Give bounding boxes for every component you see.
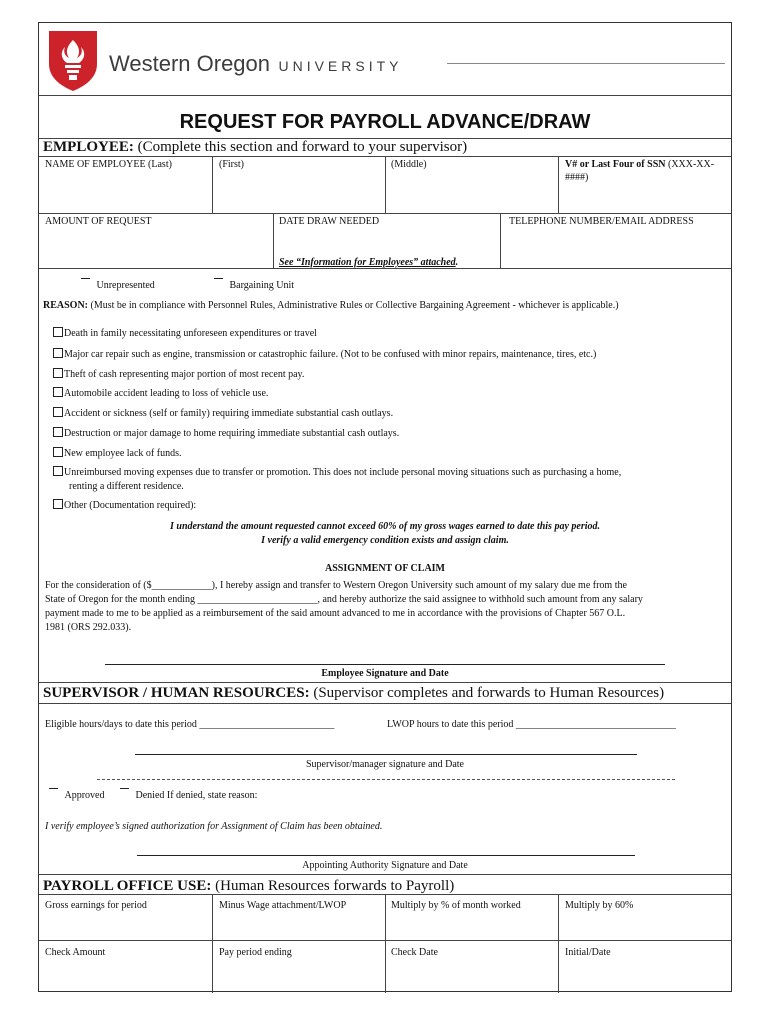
divider (39, 940, 731, 941)
vnum-field[interactable] (565, 158, 725, 184)
understand-statement-1: I understand the amount requested cannot exceed 60% of my gross wages earned to date this pay period. (170, 521, 600, 532)
bargaining-option[interactable] (214, 278, 294, 292)
logo-wordmark (109, 51, 402, 77)
reason-checkbox[interactable] (53, 407, 63, 417)
reason-label: Destruction or major damage to home requiring immediate substantial cash outlays. (64, 428, 400, 439)
reason-checkbox[interactable] (53, 447, 63, 457)
phone-email-field[interactable]: TELEPHONE NUMBER/EMAIL ADDRESS (509, 216, 694, 227)
supervisor-title-bold: SUPERVISOR / HUMAN RESOURCES: (43, 685, 310, 701)
unrepresented-label: Unrepresented (96, 280, 155, 291)
col-divider (558, 156, 559, 213)
supervisor-section-title (43, 685, 664, 702)
form-title: REQUEST FOR PAYROLL ADVANCE/DRAW (179, 111, 591, 133)
reason-checkbox[interactable] (53, 327, 63, 337)
reason-label: Death in family necessitating unforeseen expenditures or travel (64, 328, 317, 339)
reason-text: (Must be in compliance with Personnel Rules, Administrative Rules or Collective Bargaining Agreement - whichever is applicable.) (88, 300, 619, 311)
verify-statement: I verify employee’s signed authorization for Assignment of Claim has been obtained. (45, 821, 383, 832)
appointing-signature-label: Appointing Authority Signature and Date (302, 860, 468, 871)
dashed-separator (97, 779, 675, 780)
name-first-field[interactable]: (First) (219, 159, 244, 170)
amount-field[interactable]: AMOUNT OF REQUEST (45, 216, 152, 227)
reason-item[interactable] (53, 447, 723, 460)
see-info-text: See “Information for Employees” attached (279, 257, 456, 268)
payroll-section-title (43, 878, 454, 895)
name-middle-field[interactable]: (Middle) (391, 159, 427, 170)
eligible-hours-field[interactable]: Eligible hours/days to date this period ___________________________ (45, 719, 335, 730)
assignment-title: ASSIGNMENT OF CLAIM (324, 563, 445, 574)
reason-label: New employee lack of funds. (64, 448, 182, 459)
denied-option[interactable] (120, 788, 257, 802)
reason-label: Automobile accident leading to loss of vehicle use. (64, 388, 269, 399)
appointing-signature-line[interactable] (137, 855, 635, 856)
vnum-label-rest: (XXX-XX-####) (565, 159, 715, 183)
reason-checkbox[interactable] (53, 427, 63, 437)
approved-blank[interactable] (49, 788, 58, 789)
logo-name: Western Oregon (109, 51, 271, 76)
reason-label: Theft of cash representing major portion of most recent pay. (64, 369, 305, 380)
assignment-line-2: State of Oregon for the month ending ________________________, and hereby authorize the said assignee to withhold such amount from any salary (45, 594, 643, 605)
reason-bold: REASON: (43, 300, 89, 311)
bargaining-label: Bargaining Unit (229, 280, 295, 291)
reason-checkbox[interactable] (53, 387, 63, 397)
name-last-field[interactable]: NAME OF EMPLOYEE (Last) (45, 159, 172, 170)
reason-item[interactable] (53, 499, 723, 512)
check-amount-field[interactable]: Check Amount (45, 947, 106, 958)
reason-label: Accident or sickness (self or family) requiring immediate substantial cash outlays. (64, 408, 394, 419)
col-divider (212, 156, 213, 213)
pay-period-ending-field[interactable]: Pay period ending (219, 947, 292, 958)
date-draw-field[interactable]: DATE DRAW NEEDED (279, 216, 380, 227)
reason-label: Major car repair such as engine, transmission or catastrophic failure. (Not to be confused with minor repairs, maintenance, tires, etc.) (64, 349, 597, 360)
logo-university-word: UNIVERSITY (278, 58, 403, 74)
see-info-period: . (455, 257, 459, 268)
reason-item[interactable] (53, 348, 723, 361)
header-rule (447, 63, 725, 64)
col-divider (273, 213, 274, 268)
reason-checkbox[interactable] (53, 499, 63, 509)
divider (39, 213, 731, 214)
reason-item[interactable] (53, 327, 723, 340)
col-divider (558, 894, 559, 993)
approved-option[interactable] (49, 788, 105, 802)
torch-shield-icon (45, 28, 101, 92)
multiply-60-field[interactable]: Multiply by 60% (565, 900, 634, 911)
supervisor-signature-line[interactable] (135, 754, 637, 755)
denied-label: Denied If denied, state reason: (135, 790, 258, 801)
reason-item[interactable] (53, 368, 723, 381)
employee-title-note: (Complete this section and forward to your supervisor) (137, 139, 468, 155)
employee-section-title (43, 139, 467, 156)
approved-label: Approved (64, 790, 105, 801)
employee-signature-line[interactable] (105, 664, 665, 665)
reason-checkbox[interactable] (53, 368, 63, 378)
col-divider (212, 894, 213, 993)
assignment-line-4: 1981 (ORS 292.033). (45, 622, 132, 633)
vnum-label-bold: V# or Last Four of SSN (565, 159, 666, 170)
form-page (38, 22, 732, 992)
divider (39, 703, 731, 704)
reason-item-continued: renting a different residence. (69, 481, 184, 492)
col-divider (385, 156, 386, 213)
reason-heading (43, 299, 619, 312)
initial-date-field[interactable]: Initial/Date (565, 947, 611, 958)
gross-earnings-field[interactable]: Gross earnings for period (45, 900, 147, 911)
employee-title-bold: EMPLOYEE: (43, 139, 134, 155)
reason-label: Unreimbursed moving expenses due to transfer or promotion. This does not include personal moving situations such as purchasing a home, (64, 467, 622, 478)
payroll-title-bold: PAYROLL OFFICE USE: (43, 878, 212, 894)
lwop-hours-field[interactable]: LWOP hours to date this period ________________________________ (387, 719, 676, 730)
divider (39, 268, 731, 269)
col-divider (500, 213, 501, 268)
assignment-line-1: For the consideration of ($____________), I hereby assign and transfer to Western Oregon University such amount of my salary due me from the (45, 580, 627, 591)
reason-checkbox[interactable] (53, 348, 63, 358)
wage-attachment-field[interactable]: Minus Wage attachment/LWOP (219, 900, 347, 911)
unrepresented-option[interactable] (81, 278, 155, 292)
denied-blank[interactable] (120, 788, 129, 789)
reason-item[interactable] (53, 427, 723, 440)
assignment-line-3: payment made to me to be applied as a reimbursement of the said amount advanced to me in accordance with the provisions of Chapter 567 O.L. (45, 608, 626, 619)
divider (39, 682, 731, 683)
check-date-field[interactable]: Check Date (391, 947, 438, 958)
percent-month-field[interactable]: Multiply by % of month worked (391, 900, 521, 911)
reason-item[interactable] (53, 407, 723, 420)
payroll-title-note: (Human Resources forwards to Payroll) (211, 878, 455, 894)
unrepresented-blank[interactable] (81, 278, 90, 279)
col-divider (385, 894, 386, 993)
divider (39, 874, 731, 875)
employee-signature-label: Employee Signature and Date (321, 668, 449, 679)
bargaining-blank[interactable] (214, 278, 223, 279)
supervisor-title-note: (Supervisor completes and forwards to Human Resources) (309, 685, 665, 701)
reason-item[interactable] (53, 466, 723, 479)
divider (39, 95, 731, 96)
understand-statement-2: I verify a valid emergency condition exists and assign claim. (261, 535, 509, 546)
supervisor-signature-label: Supervisor/manager signature and Date (305, 759, 464, 770)
reason-label: Other (Documentation required): (64, 500, 197, 511)
reason-item[interactable] (53, 387, 723, 400)
reason-checkbox[interactable] (53, 466, 63, 476)
university-logo (45, 28, 101, 92)
